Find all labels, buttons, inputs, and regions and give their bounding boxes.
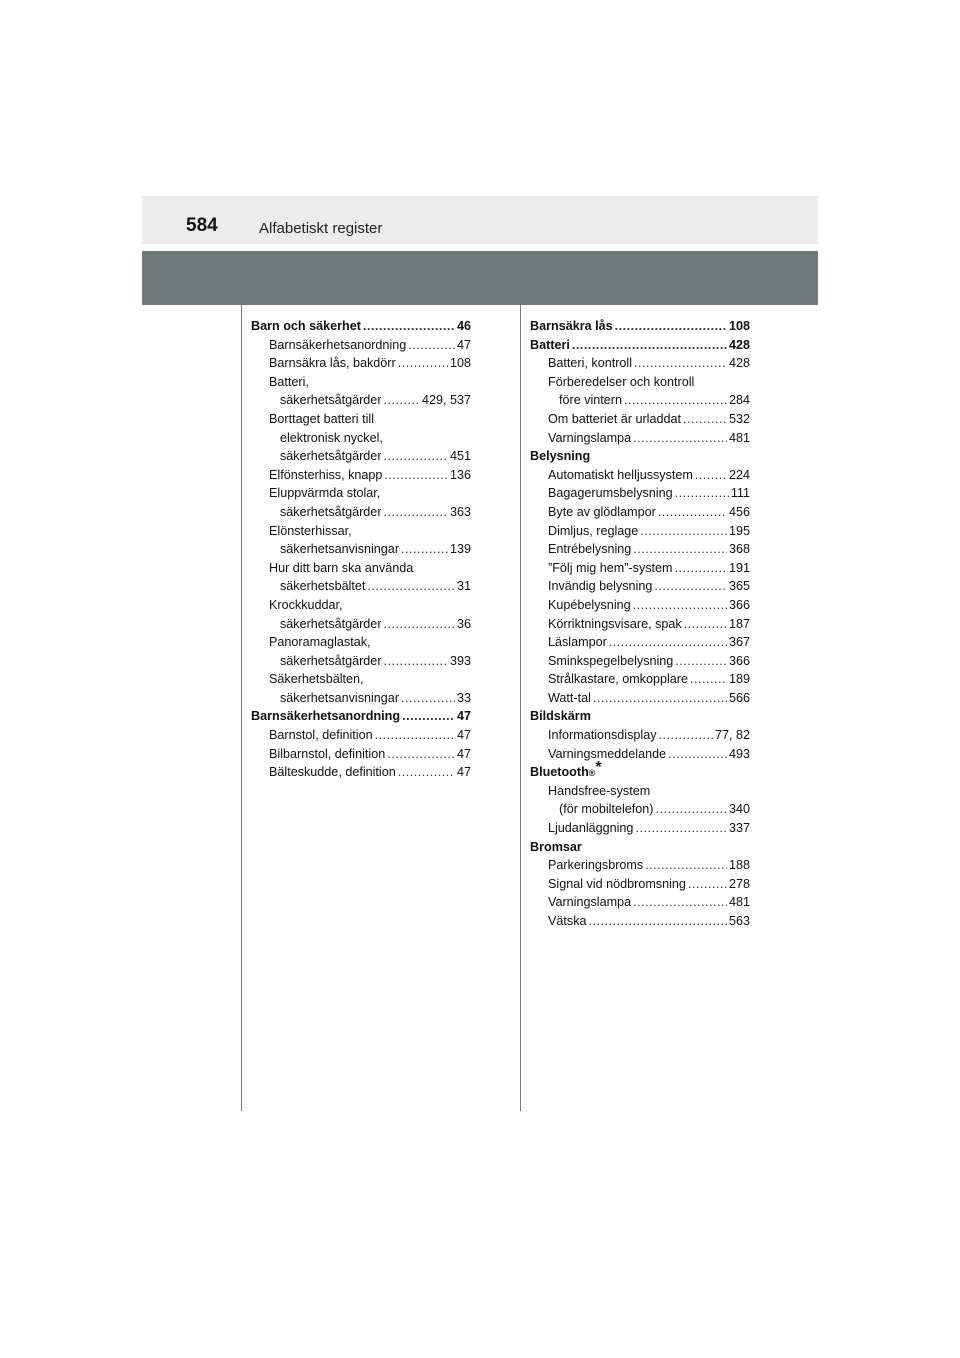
dot-leader — [675, 484, 729, 503]
entry-text: Förberedelser och kontroll — [548, 374, 695, 389]
dot-leader — [659, 726, 713, 745]
index-entry — [251, 429, 471, 448]
index-entry — [251, 447, 471, 466]
entry-text: Panoramaglastak, — [269, 635, 371, 650]
page-reference: 481 — [728, 895, 750, 910]
entry-text: Bromsar — [530, 839, 582, 854]
index-entry — [251, 503, 471, 522]
dot-leader — [402, 707, 455, 726]
index-entry — [530, 540, 750, 559]
page-reference: 47 — [456, 765, 471, 780]
index-entry — [530, 410, 750, 429]
entry-text: Barnsäkra lås, bakdörr — [269, 356, 396, 371]
entry-text: ”Följ mig hem”-system — [548, 560, 673, 575]
dot-leader — [615, 317, 727, 336]
dot-leader — [633, 596, 727, 615]
page-reference: 428 — [728, 356, 750, 371]
dot-leader — [384, 615, 455, 634]
entry-text: Läslampor — [548, 635, 607, 650]
index-heading — [251, 317, 471, 336]
index-entry — [530, 670, 750, 689]
entry-text: säkerhetsanvisningar — [280, 690, 400, 705]
entry-text: säkerhetsåtgärder — [280, 616, 382, 631]
page-reference: 337 — [728, 821, 750, 836]
dot-leader — [688, 875, 727, 894]
page-reference: 566 — [728, 690, 750, 705]
index-heading — [530, 838, 750, 857]
entry-text: Batteri — [530, 337, 570, 352]
index-entry — [251, 559, 471, 578]
entry-text: (för mobiltelefon) — [559, 802, 654, 817]
page-reference: 532 — [728, 411, 750, 426]
index-entry — [530, 559, 750, 578]
index-entry — [530, 745, 750, 764]
index-heading — [530, 336, 750, 355]
entry-text: Vätska — [548, 914, 587, 928]
entry-text: Sminkspegelbelysning — [548, 653, 674, 668]
index-entry — [251, 763, 471, 782]
page-reference: 77, 82 — [714, 728, 750, 743]
page-reference: 366 — [728, 597, 750, 612]
dot-leader — [384, 652, 448, 671]
index-entry — [530, 484, 750, 503]
page-reference: 366 — [728, 653, 750, 668]
index-column-left — [251, 317, 471, 782]
page-reference: 563 — [728, 914, 750, 928]
left-column-rule — [241, 305, 242, 1111]
entry-text: Krockkuddar, — [269, 597, 343, 612]
page-reference: 31 — [456, 579, 471, 594]
page-reference: 428 — [728, 337, 750, 352]
entry-text: Bagagerumsbelysning — [548, 486, 673, 501]
dot-leader — [654, 577, 727, 596]
entry-text: Elfönsterhiss, knapp — [269, 467, 383, 482]
page-reference: 368 — [728, 542, 750, 557]
page-reference: 393 — [449, 653, 471, 668]
page-reference: 284 — [728, 393, 750, 408]
entry-text: Kupébelysning — [548, 597, 631, 612]
index-entry — [530, 652, 750, 671]
index-entry — [530, 782, 750, 801]
dot-leader — [384, 503, 448, 522]
entry-text: Borttaget batteri till — [269, 411, 374, 426]
index-heading — [530, 317, 750, 336]
entry-text: säkerhetsåtgärder — [280, 504, 382, 519]
entry-text: Bluetooth — [530, 765, 589, 780]
entry-text: Bildskärm — [530, 709, 591, 724]
entry-text: före vintern — [559, 393, 622, 408]
entry-text: Entrébelysning — [548, 542, 632, 557]
dot-leader — [633, 540, 727, 559]
dot-leader — [640, 522, 727, 541]
index-entry — [530, 800, 750, 819]
middle-column-rule — [520, 305, 521, 1111]
entry-text: säkerhetsåtgärder — [280, 653, 382, 668]
entry-text: Hur ditt barn ska använda — [269, 560, 414, 575]
page-reference: 47 — [456, 337, 471, 352]
page-reference: 363 — [449, 504, 471, 519]
dot-leader — [683, 410, 727, 429]
page-reference: 429, 537 — [421, 393, 471, 408]
index-entry — [530, 615, 750, 634]
entry-text: Barnsäkerhetsanordning — [251, 709, 401, 724]
entry-text: Barnstol, definition — [269, 728, 373, 743]
entry-text: Batteri, kontroll — [548, 356, 632, 371]
entry-text: säkerhetsåtgärder — [280, 449, 382, 464]
section-bar — [142, 251, 818, 305]
page-reference: 224 — [728, 467, 750, 482]
index-entry — [530, 856, 750, 875]
dot-leader — [384, 391, 420, 410]
index-entry — [251, 354, 471, 373]
dot-leader — [401, 689, 455, 708]
dot-leader — [684, 615, 727, 634]
entry-text: Varningslampa — [548, 430, 632, 445]
page-reference: 195 — [728, 523, 750, 538]
index-entry — [530, 391, 750, 410]
dot-leader — [675, 559, 727, 578]
dot-leader — [363, 317, 455, 336]
page-reference: 481 — [728, 430, 750, 445]
index-entry — [251, 652, 471, 671]
page-reference: 47 — [456, 709, 471, 724]
page-title: Alfabetiskt register — [259, 220, 383, 237]
page-reference: 367 — [728, 635, 750, 650]
page-reference: 365 — [728, 579, 750, 594]
index-entry — [251, 410, 471, 429]
entry-text: Strålkastare, omkopplare — [548, 672, 688, 687]
entry-text: Körriktningsvisare, spak — [548, 616, 682, 631]
dot-leader — [609, 633, 727, 652]
dot-leader — [572, 336, 727, 355]
index-entry — [251, 689, 471, 708]
entry-text: Invändig belysning — [548, 579, 653, 594]
entry-text: Handsfree-system — [548, 783, 651, 798]
page-reference: 33 — [456, 690, 471, 705]
dot-leader — [675, 652, 727, 671]
entry-text: Bälteskudde, definition — [269, 765, 396, 780]
entry-text: Signal vid nödbromsning — [548, 876, 686, 891]
index-entry — [530, 893, 750, 912]
index-entry — [251, 726, 471, 745]
page-reference: 46 — [456, 319, 471, 333]
header-band — [142, 196, 818, 244]
entry-text: Eluppvärmda stolar, — [269, 486, 381, 501]
dot-leader — [635, 819, 727, 838]
page-reference: 340 — [728, 802, 750, 817]
page-reference: 136 — [449, 467, 471, 482]
index-column-right — [530, 317, 750, 931]
index-entry — [251, 577, 471, 596]
page-reference: 451 — [449, 449, 471, 464]
entry-text: Byte av glödlampor — [548, 504, 656, 519]
index-entry — [251, 633, 471, 652]
dot-leader — [633, 893, 727, 912]
page-reference: 108 — [728, 319, 750, 333]
page-reference: 189 — [728, 672, 750, 687]
index-entry — [530, 819, 750, 838]
entry-text: säkerhetsanvisningar — [280, 542, 400, 557]
page-reference: 191 — [728, 560, 750, 575]
index-entry — [251, 391, 471, 410]
dot-leader — [589, 912, 727, 931]
entry-text: Barnsäkra lås — [530, 319, 613, 333]
dot-leader — [401, 540, 448, 559]
entry-text: Barnsäkerhetsanordning — [269, 337, 407, 352]
index-heading — [251, 707, 471, 726]
index-heading — [530, 707, 750, 726]
dot-leader — [398, 354, 448, 373]
dot-leader — [375, 726, 455, 745]
page-reference: 278 — [728, 876, 750, 891]
page-reference: 139 — [449, 542, 471, 557]
index-entry — [530, 466, 750, 485]
index-entry — [530, 373, 750, 392]
dot-leader — [387, 745, 455, 764]
dot-leader — [645, 856, 727, 875]
index-entry — [530, 354, 750, 373]
entry-text: Informationsdisplay — [548, 728, 657, 743]
entry-text: elektronisk nyckel, — [280, 430, 383, 445]
entry-text: Parkeringsbroms — [548, 858, 644, 873]
entry-text: Dimljus, reglage — [548, 523, 639, 538]
dot-leader — [690, 670, 727, 689]
index-entry — [251, 484, 471, 503]
entry-text: säkerhetsbältet — [280, 579, 366, 594]
dot-leader — [367, 577, 455, 596]
entry-text: Belysning — [530, 449, 591, 464]
page-reference: 456 — [728, 504, 750, 519]
index-entry — [530, 689, 750, 708]
index-entry — [251, 373, 471, 392]
index-entry — [251, 466, 471, 485]
page-reference: 36 — [456, 616, 471, 631]
page-reference: 47 — [456, 728, 471, 743]
index-entry — [530, 429, 750, 448]
index-entry — [251, 540, 471, 559]
dot-leader — [668, 745, 727, 764]
dot-leader — [624, 391, 727, 410]
dot-leader — [398, 763, 455, 782]
dot-leader — [658, 503, 727, 522]
index-entry — [251, 336, 471, 355]
entry-text: Elönsterhissar, — [269, 523, 352, 538]
index-entry — [530, 875, 750, 894]
page-number: 584 — [186, 215, 218, 236]
dot-leader — [408, 336, 455, 355]
entry-text: Batteri, — [269, 374, 309, 389]
index-entry — [251, 670, 471, 689]
page-reference: 493 — [728, 746, 750, 761]
index-entry — [530, 577, 750, 596]
index-entry — [530, 633, 750, 652]
index-heading: Bluetooth ® * — [530, 763, 750, 782]
page-reference: 111 — [730, 486, 750, 501]
entry-text: Bilbarnstol, definition — [269, 746, 386, 761]
dot-leader — [695, 466, 727, 485]
entry-text: Om batteriet är urladdat — [548, 411, 681, 426]
index-entry — [530, 912, 750, 931]
dot-leader — [384, 466, 448, 485]
index-entry — [530, 726, 750, 745]
entry-text: Varningslampa — [548, 895, 632, 910]
index-entry — [530, 503, 750, 522]
index-entry — [251, 522, 471, 541]
dot-leader — [633, 429, 727, 448]
index-entry — [530, 522, 750, 541]
entry-text: Barn och säkerhet — [251, 319, 361, 333]
index-heading — [530, 447, 750, 466]
index-entry — [251, 615, 471, 634]
entry-text: Ljudanläggning — [548, 821, 634, 836]
entry-text: säkerhetsåtgärder — [280, 393, 382, 408]
page-reference: 108 — [449, 356, 471, 371]
dot-leader — [656, 800, 727, 819]
entry-text: Automatiskt helljussystem — [548, 467, 693, 482]
entry-text: Watt-tal — [548, 690, 591, 705]
page-reference: 47 — [456, 746, 471, 761]
dot-leader — [384, 447, 448, 466]
entry-text: Säkerhetsbälten, — [269, 672, 364, 687]
dot-leader — [634, 354, 727, 373]
index-entry — [530, 596, 750, 615]
dot-leader — [593, 689, 727, 708]
index-entry — [251, 745, 471, 764]
entry-text: Varningsmeddelande — [548, 746, 667, 761]
index-entry — [251, 596, 471, 615]
page-reference: 187 — [728, 616, 750, 631]
page-reference: 188 — [728, 858, 750, 873]
